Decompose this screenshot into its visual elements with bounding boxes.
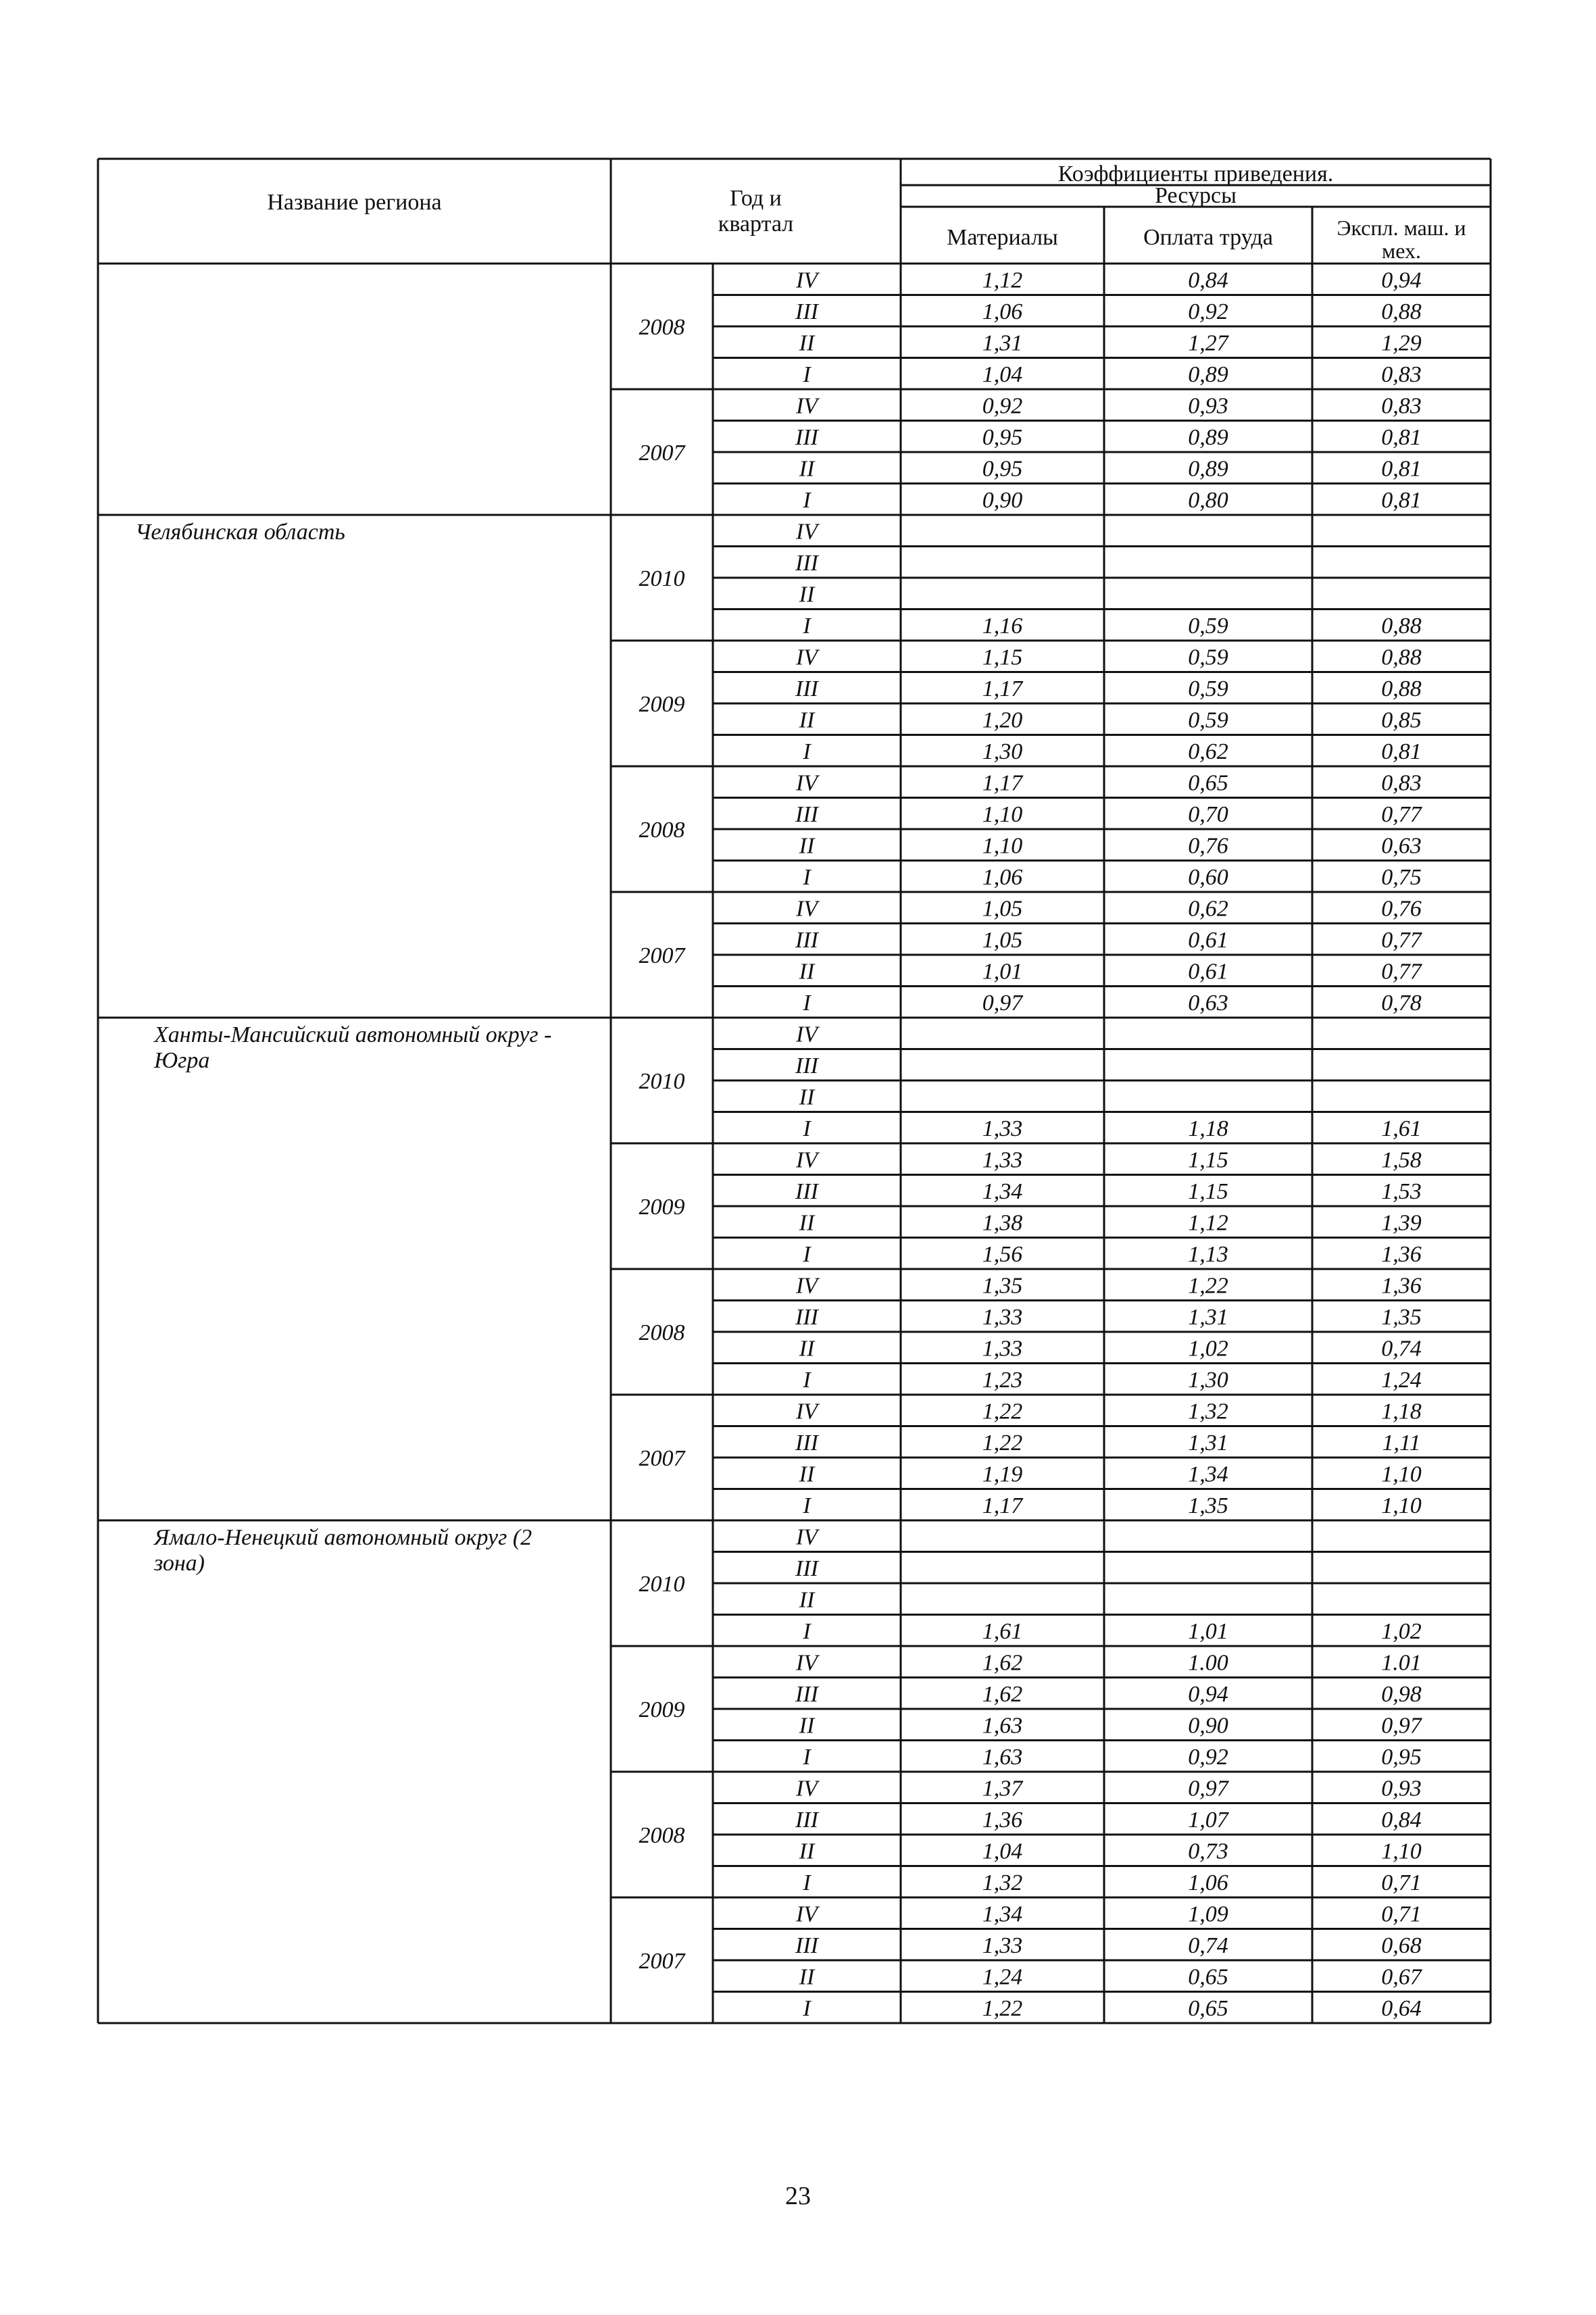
- quarter-cell: IV: [795, 268, 818, 293]
- materials-cell: 1,38: [982, 1210, 1023, 1236]
- labor-cell: 1,15: [1188, 1178, 1228, 1204]
- machines-cell: 0,93: [1381, 1776, 1422, 1801]
- quarter-cell: IV: [795, 1022, 818, 1047]
- machines-cell: 0,74: [1381, 1336, 1422, 1362]
- quarter-cell: III: [795, 1807, 818, 1833]
- year-label: 2007: [639, 943, 685, 968]
- machines-cell: 0,76: [1381, 896, 1422, 922]
- labor-cell: 0,93: [1188, 393, 1228, 419]
- labor-cell: 0,65: [1188, 1964, 1228, 1990]
- quarter-cell: IV: [795, 1650, 818, 1676]
- machines-cell: 1,36: [1381, 1241, 1422, 1267]
- quarter-cell: III: [795, 1681, 818, 1707]
- labor-cell: 0,63: [1188, 990, 1228, 1016]
- materials-cell: 1,17: [982, 1493, 1023, 1518]
- labor-cell: 0,76: [1188, 833, 1228, 859]
- materials-cell: 1,05: [982, 927, 1023, 953]
- quarter-cell: II: [799, 330, 815, 356]
- materials-cell: 1,19: [982, 1462, 1023, 1487]
- labor-cell: 0,90: [1188, 1713, 1228, 1739]
- machines-cell: 1.01: [1381, 1650, 1422, 1676]
- machines-cell: 1,24: [1381, 1367, 1422, 1393]
- labor-cell: 0,92: [1188, 299, 1228, 324]
- materials-cell: 1,24: [982, 1964, 1023, 1990]
- labor-cell: 0,70: [1188, 801, 1228, 827]
- quarter-cell: I: [803, 1870, 811, 1895]
- region-name: Ямало-Ненецкий автономный округ (2: [154, 1525, 532, 1550]
- year-label: 2010: [639, 1069, 685, 1094]
- quarter-cell: II: [799, 1462, 815, 1487]
- materials-cell: 1,35: [982, 1273, 1023, 1299]
- quarter-cell: II: [799, 582, 815, 607]
- machines-cell: 0,71: [1381, 1870, 1422, 1895]
- quarter-cell: I: [803, 1995, 811, 2021]
- machines-cell: 0,77: [1381, 959, 1422, 985]
- quarter-cell: II: [799, 959, 815, 985]
- quarter-cell: IV: [795, 1776, 818, 1801]
- quarter-cell: I: [803, 613, 811, 639]
- header-year-line1: Год и: [730, 186, 782, 211]
- labor-cell: 0,74: [1188, 1933, 1228, 1958]
- quarter-cell: III: [795, 927, 818, 953]
- materials-cell: 1,22: [982, 1995, 1023, 2021]
- quarter-cell: II: [799, 1713, 815, 1739]
- materials-cell: 1,33: [982, 1336, 1023, 1362]
- materials-cell: 1,33: [982, 1304, 1023, 1330]
- quarter-cell: I: [803, 1493, 811, 1518]
- labor-cell: 0,59: [1188, 645, 1228, 670]
- machines-cell: 1,39: [1381, 1210, 1422, 1236]
- quarter-cell: IV: [795, 1147, 818, 1173]
- labor-cell: 0,59: [1188, 707, 1228, 733]
- year-label: 2008: [639, 818, 685, 843]
- quarter-cell: IV: [795, 1901, 818, 1927]
- header-machines-line2: мех.: [1381, 239, 1422, 263]
- header-year-line2: квартал: [718, 211, 794, 237]
- quarter-cell: I: [803, 487, 811, 513]
- materials-cell: 1,16: [982, 613, 1023, 639]
- year-label: 2009: [639, 1697, 685, 1722]
- machines-cell: 0,71: [1381, 1901, 1422, 1927]
- year-label: 2007: [639, 1446, 685, 1471]
- header-labor: Оплата труда: [1143, 225, 1273, 250]
- labor-cell: 0,94: [1188, 1681, 1228, 1707]
- header-resources: Ресурсы: [1155, 183, 1237, 208]
- machines-cell: 0,67: [1381, 1964, 1422, 1990]
- quarter-cell: I: [803, 1116, 811, 1141]
- quarter-cell: IV: [795, 1524, 818, 1550]
- quarter-cell: IV: [795, 393, 818, 419]
- year-label: 2007: [639, 1949, 685, 1974]
- quarter-cell: IV: [795, 896, 818, 922]
- materials-cell: 1,15: [982, 645, 1023, 670]
- region-name: Ханты-Мансийский автономный округ -: [154, 1022, 552, 1047]
- labor-cell: 0,89: [1188, 362, 1228, 387]
- materials-cell: 1,33: [982, 1116, 1023, 1141]
- materials-cell: 1,05: [982, 896, 1023, 922]
- machines-cell: 0,94: [1381, 268, 1422, 293]
- quarter-cell: III: [795, 299, 818, 324]
- quarter-cell: III: [795, 1933, 818, 1958]
- materials-cell: 1,04: [982, 1839, 1023, 1864]
- year-label: 2008: [639, 1823, 685, 1848]
- materials-cell: 1,30: [982, 739, 1023, 764]
- year-label: 2008: [639, 1320, 685, 1345]
- labor-cell: 0,61: [1188, 927, 1228, 953]
- materials-cell: 1,01: [982, 959, 1023, 985]
- quarter-cell: III: [795, 1053, 818, 1078]
- quarter-cell: II: [799, 1336, 815, 1362]
- labor-cell: 1,32: [1188, 1399, 1228, 1424]
- machines-cell: 0,77: [1381, 927, 1422, 953]
- quarter-cell: II: [799, 1964, 815, 1990]
- header-region: Название региона: [267, 190, 442, 215]
- machines-cell: 0,88: [1381, 299, 1422, 324]
- labor-cell: 0,61: [1188, 959, 1228, 985]
- quarter-cell: III: [795, 1178, 818, 1204]
- region-name: Челябинская область: [135, 520, 345, 545]
- materials-cell: 1,17: [982, 770, 1023, 796]
- materials-cell: 1,62: [982, 1681, 1023, 1707]
- quarter-cell: III: [795, 1304, 818, 1330]
- quarter-cell: IV: [795, 645, 818, 670]
- machines-cell: 0,81: [1381, 424, 1422, 450]
- quarter-cell: II: [799, 1839, 815, 1864]
- quarter-cell: I: [803, 362, 811, 387]
- quarter-cell: III: [795, 1555, 818, 1581]
- year-label: 2009: [639, 1195, 685, 1220]
- year-label: 2010: [639, 566, 685, 591]
- machines-cell: 0,88: [1381, 645, 1422, 670]
- labor-cell: 1,31: [1188, 1304, 1228, 1330]
- labor-cell: 1,06: [1188, 1870, 1228, 1895]
- labor-cell: 0,62: [1188, 896, 1228, 922]
- header-materials: Материалы: [947, 225, 1058, 250]
- materials-cell: 1,61: [982, 1618, 1023, 1644]
- materials-cell: 1,06: [982, 864, 1023, 890]
- machines-cell: 0,97: [1381, 1713, 1422, 1739]
- materials-cell: 1,33: [982, 1147, 1023, 1173]
- labor-cell: 1,01: [1188, 1618, 1228, 1644]
- machines-cell: 0,88: [1381, 676, 1422, 701]
- header-machines-line1: Экспл. маш. и: [1337, 216, 1466, 240]
- quarter-cell: III: [795, 801, 818, 827]
- year-label: 2008: [639, 315, 685, 340]
- labor-cell: 1,13: [1188, 1241, 1228, 1267]
- materials-cell: 0,92: [982, 393, 1023, 419]
- labor-cell: 0,65: [1188, 770, 1228, 796]
- materials-cell: 1,63: [982, 1713, 1023, 1739]
- quarter-cell: IV: [795, 519, 818, 545]
- quarter-cell: II: [799, 1587, 815, 1613]
- materials-cell: 1,63: [982, 1744, 1023, 1770]
- labor-cell: 0,59: [1188, 613, 1228, 639]
- machines-cell: 0,68: [1381, 1933, 1422, 1958]
- machines-cell: 1,10: [1381, 1839, 1422, 1864]
- machines-cell: 0,95: [1381, 1744, 1422, 1770]
- machines-cell: 1,35: [1381, 1304, 1422, 1330]
- labor-cell: 1,07: [1188, 1807, 1228, 1833]
- machines-cell: 1,29: [1381, 330, 1422, 356]
- materials-cell: 1,33: [982, 1933, 1023, 1958]
- quarter-cell: III: [795, 550, 818, 576]
- materials-cell: 1,17: [982, 676, 1023, 701]
- labor-cell: 0,62: [1188, 739, 1228, 764]
- labor-cell: 0,92: [1188, 1744, 1228, 1770]
- machines-cell: 0,81: [1381, 487, 1422, 513]
- labor-cell: 0,65: [1188, 1995, 1228, 2021]
- machines-cell: 0,88: [1381, 613, 1422, 639]
- machines-cell: 0,81: [1381, 739, 1422, 764]
- machines-cell: 0,85: [1381, 707, 1422, 733]
- materials-cell: 1,10: [982, 801, 1023, 827]
- labor-cell: 1,09: [1188, 1901, 1228, 1927]
- machines-cell: 1,53: [1381, 1178, 1422, 1204]
- materials-cell: 0,90: [982, 487, 1023, 513]
- quarter-cell: II: [799, 707, 815, 733]
- quarter-cell: IV: [795, 1273, 818, 1299]
- machines-cell: 0,75: [1381, 864, 1422, 890]
- materials-cell: 1,23: [982, 1367, 1023, 1393]
- machines-cell: 0,78: [1381, 990, 1422, 1016]
- labor-cell: 0,89: [1188, 456, 1228, 482]
- materials-cell: 0,95: [982, 424, 1023, 450]
- quarter-cell: II: [799, 833, 815, 859]
- labor-cell: 0,60: [1188, 864, 1228, 890]
- machines-cell: 0,81: [1381, 456, 1422, 482]
- quarter-cell: I: [803, 864, 811, 890]
- quarter-cell: III: [795, 676, 818, 701]
- materials-cell: 1,20: [982, 707, 1023, 733]
- machines-cell: 1,10: [1381, 1462, 1422, 1487]
- quarter-cell: IV: [795, 1399, 818, 1424]
- labor-cell: 0,84: [1188, 268, 1228, 293]
- machines-cell: 0,77: [1381, 801, 1422, 827]
- machines-cell: 1,18: [1381, 1399, 1422, 1424]
- quarter-cell: IV: [795, 770, 818, 796]
- materials-cell: 0,97: [982, 990, 1023, 1016]
- quarter-cell: III: [795, 424, 818, 450]
- machines-cell: 1,02: [1381, 1618, 1422, 1644]
- machines-cell: 0,83: [1381, 362, 1422, 387]
- machines-cell: 1,10: [1381, 1493, 1422, 1518]
- labor-cell: 1,15: [1188, 1147, 1228, 1173]
- quarter-cell: I: [803, 990, 811, 1016]
- materials-cell: 1,36: [982, 1807, 1023, 1833]
- materials-cell: 1,56: [982, 1241, 1023, 1267]
- materials-cell: 1,37: [982, 1776, 1023, 1801]
- materials-cell: 1,31: [982, 330, 1023, 356]
- quarter-cell: III: [795, 1430, 818, 1455]
- quarter-cell: I: [803, 1367, 811, 1393]
- machines-cell: 1,61: [1381, 1116, 1422, 1141]
- region-name: зона): [154, 1551, 205, 1576]
- labor-cell: 0,89: [1188, 424, 1228, 450]
- materials-cell: 1,12: [982, 268, 1023, 293]
- year-label: 2010: [639, 1572, 685, 1597]
- materials-cell: 1,32: [982, 1870, 1023, 1895]
- quarter-cell: I: [803, 739, 811, 764]
- machines-cell: 1,36: [1381, 1273, 1422, 1299]
- labor-cell: 1,02: [1188, 1336, 1228, 1362]
- machines-cell: 0,84: [1381, 1807, 1422, 1833]
- labor-cell: 1,18: [1188, 1116, 1228, 1141]
- quarter-cell: I: [803, 1241, 811, 1267]
- labor-cell: 1,27: [1188, 330, 1228, 356]
- labor-cell: 0,80: [1188, 487, 1228, 513]
- header-coef-title: Коэффициенты приведения.: [1057, 161, 1334, 186]
- quarter-cell: II: [799, 456, 815, 482]
- materials-cell: 1,62: [982, 1650, 1023, 1676]
- labor-cell: 1,34: [1188, 1462, 1228, 1487]
- labor-cell: 1.00: [1188, 1650, 1228, 1676]
- labor-cell: 0,59: [1188, 676, 1228, 701]
- quarter-cell: II: [799, 1085, 815, 1110]
- materials-cell: 1,34: [982, 1901, 1023, 1927]
- machines-cell: 0,64: [1381, 1995, 1422, 2021]
- machines-cell: 0,63: [1381, 833, 1422, 859]
- year-label: 2007: [639, 441, 685, 466]
- quarter-cell: I: [803, 1744, 811, 1770]
- machines-cell: 1,11: [1382, 1430, 1421, 1455]
- region-name: Югра: [154, 1048, 210, 1073]
- materials-cell: 1,06: [982, 299, 1023, 324]
- machines-cell: 0,83: [1381, 770, 1422, 796]
- quarter-cell: I: [803, 1618, 811, 1644]
- labor-cell: 1,12: [1188, 1210, 1228, 1236]
- labor-cell: 1,35: [1188, 1493, 1228, 1518]
- labor-cell: 1,22: [1188, 1273, 1228, 1299]
- machines-cell: 0,83: [1381, 393, 1422, 419]
- materials-cell: 1,34: [982, 1178, 1023, 1204]
- labor-cell: 1,30: [1188, 1367, 1228, 1393]
- labor-cell: 0,97: [1188, 1776, 1228, 1801]
- machines-cell: 1,58: [1381, 1147, 1422, 1173]
- materials-cell: 1,22: [982, 1430, 1023, 1455]
- page-number: 23: [785, 2182, 811, 2210]
- materials-cell: 1,04: [982, 362, 1023, 387]
- materials-cell: 1,22: [982, 1399, 1023, 1424]
- materials-cell: 1,10: [982, 833, 1023, 859]
- materials-cell: 0,95: [982, 456, 1023, 482]
- labor-cell: 1,31: [1188, 1430, 1228, 1455]
- machines-cell: 0,98: [1381, 1681, 1422, 1707]
- quarter-cell: II: [799, 1210, 815, 1236]
- labor-cell: 0,73: [1188, 1839, 1228, 1864]
- year-label: 2009: [639, 692, 685, 717]
